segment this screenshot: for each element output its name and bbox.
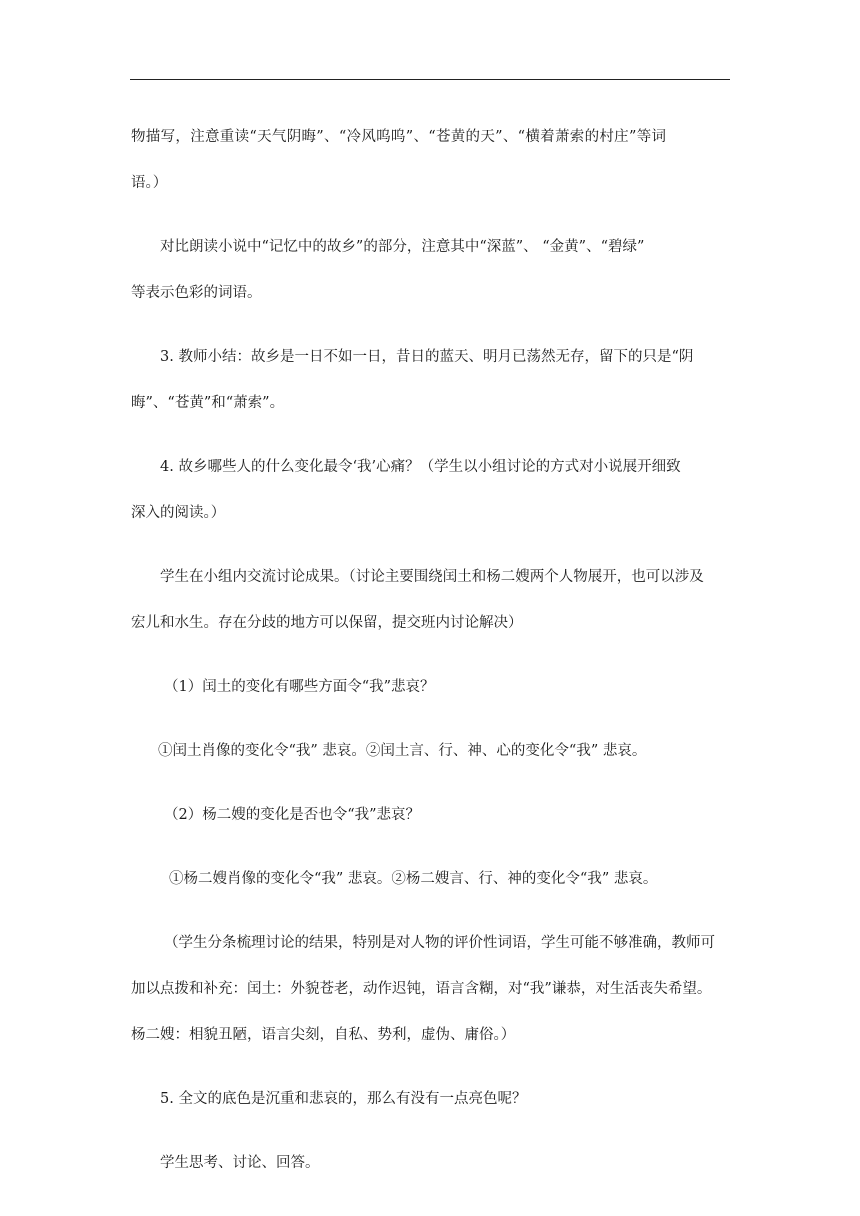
header-rule [130, 79, 730, 80]
paragraph-line: （1）闰土的变化有哪些方面令“我”悲哀？ [164, 679, 435, 695]
paragraph-line: 物描写，注意重读“天气阴晦”、“冷风呜呜”、“苍黄的天”、“横着萧索的村庄”等词 [131, 129, 667, 145]
document-body [131, 114, 731, 1186]
paragraph-line: 对比朗读小说中“记忆中的故乡”的部分，注意其中“深蓝”、 “金黄”、“碧绿” [160, 239, 645, 255]
paragraph-line: （2）杨二嫂的变化是否也令“我”悲哀？ [164, 807, 421, 823]
paragraph-line: 5. 全文的底色是沉重和悲哀的，那么有没有一点亮色呢？ [160, 1091, 527, 1107]
paragraph-line: 语。） [131, 175, 168, 191]
paragraph-line: 等表示色彩的词语。 [131, 285, 262, 301]
paragraph-line: 学生在小组内交流讨论成果。（讨论主要围绕闰土和杨二嫂两个人物展开，也可以涉及 [160, 569, 704, 585]
paragraph-line: 晦”、“苍黄”和“萧索”。 [131, 395, 285, 411]
paragraph-line: （学生分条梳理讨论的结果，特别是对人物的评价性词语，学生可能不够准确，教师可 [164, 935, 715, 951]
paragraph-line: ①闰土肖像的变化令“我” 悲哀。②闰土言、行、神、心的变化令“我” 悲哀。 [158, 743, 647, 759]
paragraph-line: 加以点拨和补充：闰土：外貌苍老，动作迟钝，语言含糊，对“我”谦恭，对生活丧失希望。 [131, 981, 712, 997]
paragraph-line: 杨二嫂：相貌丑陋，语言尖刻，自私、势利，虚伪、庸俗。） [131, 1027, 516, 1043]
paragraph-line: ①杨二嫂肖像的变化令“我” 悲哀。②杨二嫂言、行、神的变化令“我” 悲哀。 [169, 871, 658, 887]
paragraph-line: 学生思考、讨论、回答。 [160, 1155, 320, 1171]
paragraph-line: 4. 故乡哪些人的什么变化最令‘我’心痛？（学生以小组讨论的方式对小说展开细致 [160, 459, 681, 475]
paragraph-line: 3. 教师小结：故乡是一日不如一日，昔日的蓝天、明月已荡然无存，留下的只是“阴 [160, 349, 694, 365]
paragraph-line: 宏儿和水生。存在分歧的地方可以保留，提交班内讨论解决） [131, 615, 523, 631]
paragraph-line: 深入的阅读。） [131, 505, 226, 521]
